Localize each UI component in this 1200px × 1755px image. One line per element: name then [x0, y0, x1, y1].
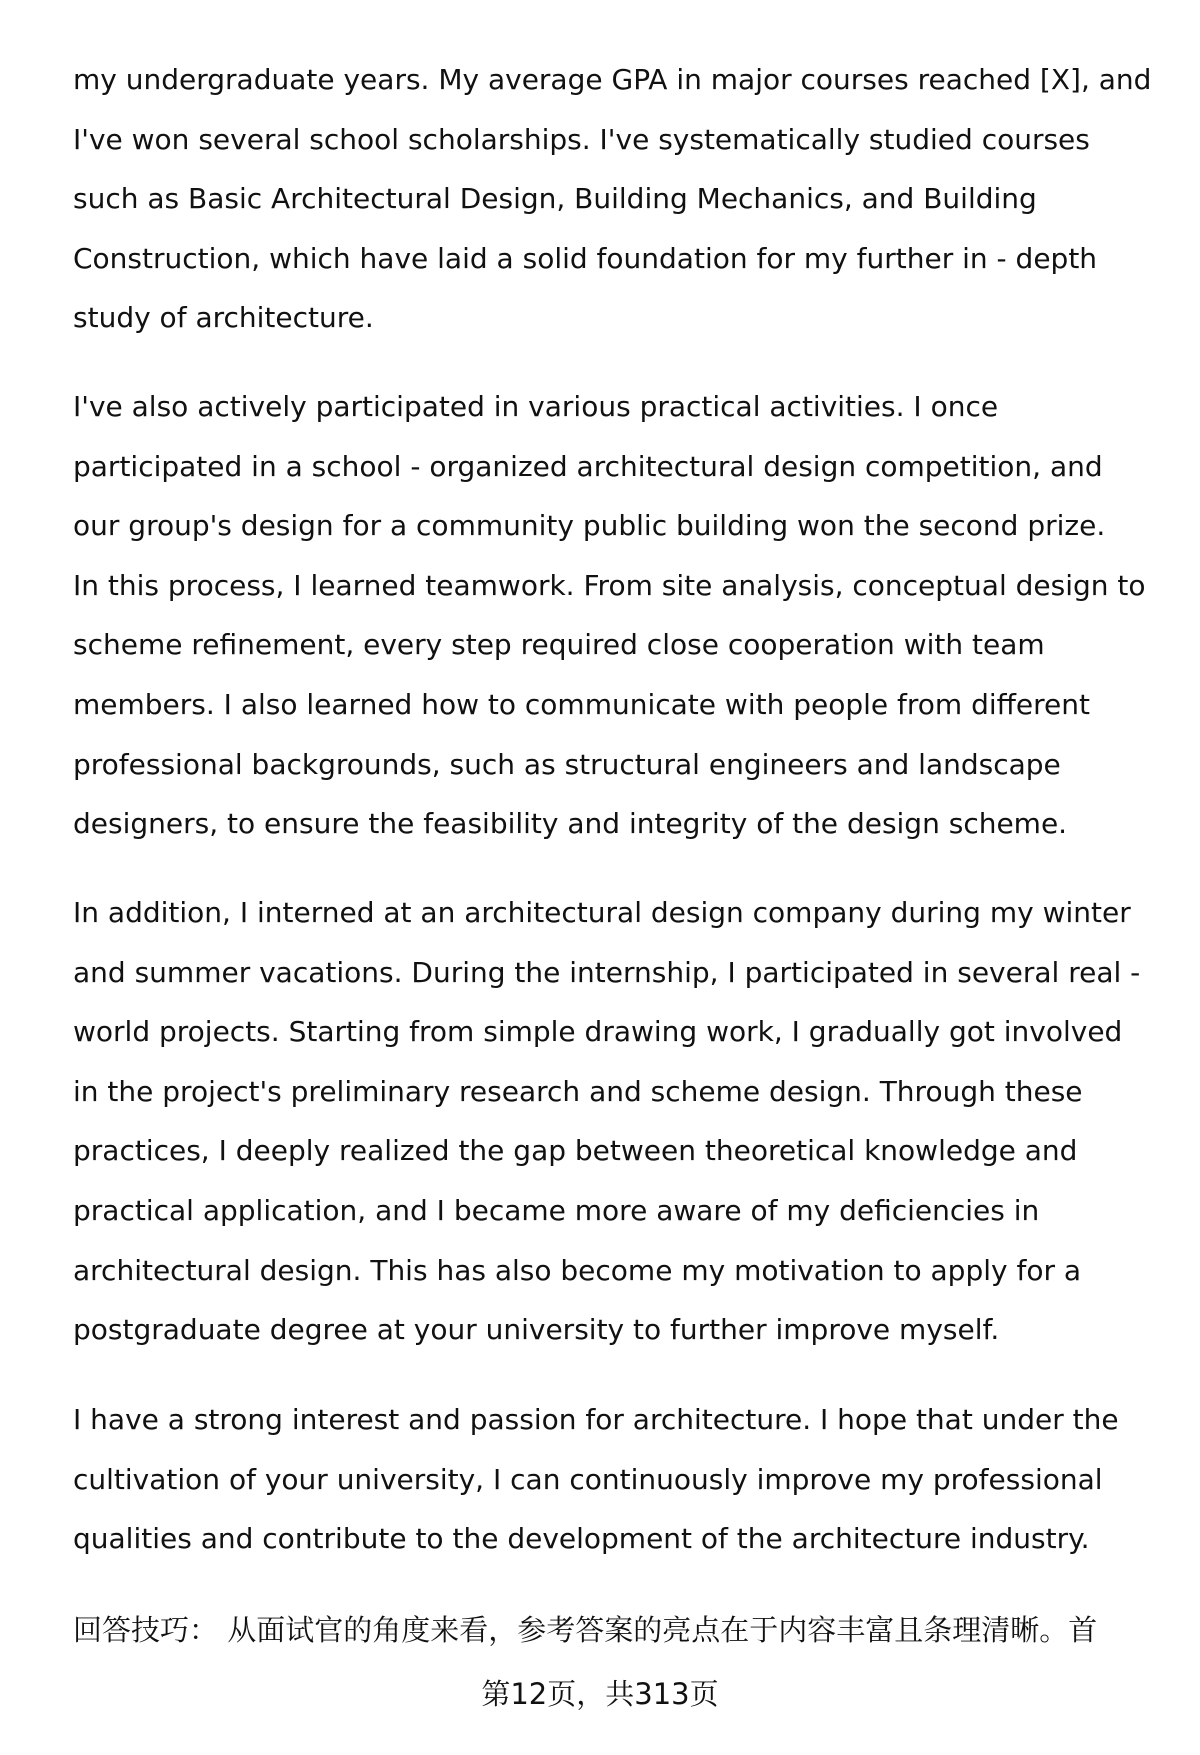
- text-line: I've won several school scholarships. I've systematically studied courses: [73, 122, 1090, 156]
- paragraph-conclusion: [73, 1390, 1173, 1569]
- answer-tip: 回答技巧： 从面试官的角度来看，参考答案的亮点在于内容丰富且条理清晰。首: [73, 1613, 1098, 1647]
- text-line: practical application, and I became more aware of my deficiencies in: [73, 1193, 1040, 1227]
- text-line: and summer vacations. During the internship, I participated in several real -: [73, 955, 1141, 989]
- text-line: participated in a school - organized architectural design competition, and: [73, 449, 1103, 483]
- text-line: professional backgrounds, such as structural engineers and landscape: [73, 747, 1061, 781]
- text-line: scheme refinement, every step required close cooperation with team: [73, 628, 1045, 662]
- text-line: cultivation of your university, I can continuously improve my professional: [73, 1462, 1103, 1496]
- text-line: in the project's preliminary research and scheme design. Through these: [73, 1074, 1083, 1108]
- text-line: practices, I deeply realized the gap between theoretical knowledge and: [73, 1134, 1078, 1168]
- text-line: I've also actively participated in various practical activities. I once: [73, 390, 999, 423]
- text-line: my undergraduate years. My average GPA in major courses reached [X], and: [73, 63, 1152, 96]
- text-line: world projects. Starting from simple drawing work, I gradually got involved: [73, 1015, 1123, 1049]
- text-line: architectural design. This has also become my motivation to apply for a: [73, 1253, 1082, 1287]
- text-line: study of architecture.: [73, 301, 374, 335]
- text-line: such as Basic Architectural Design, Building Mechanics, and Building: [73, 182, 1037, 216]
- text-line: In addition, I interned at an architectural design company during my winter: [73, 896, 1131, 929]
- text-line: Construction, which have laid a solid foundation for my further in - depth: [73, 241, 1098, 275]
- text-line: our group's design for a community public building won the second prize.: [73, 509, 1106, 543]
- text-line: members. I also learned how to communicate with people from different: [73, 687, 1091, 721]
- text-line: qualities and contribute to the development of the architecture industry.: [73, 1522, 1090, 1556]
- paragraph-practical-activities: [73, 377, 1173, 854]
- text-line: postgraduate degree at your university to further improve myself.: [73, 1313, 1000, 1347]
- paragraph-academic: [73, 50, 1173, 348]
- paragraph-internship: [73, 883, 1173, 1360]
- text-line: I have a strong interest and passion for architecture. I hope that under the: [73, 1403, 1119, 1436]
- page-number: 第12页，共313页: [481, 1677, 719, 1711]
- text-line: designers, to ensure the feasibility and integrity of the design scheme.: [73, 807, 1068, 841]
- text-line: In this process, I learned teamwork. From site analysis, conceptual design to: [73, 568, 1146, 602]
